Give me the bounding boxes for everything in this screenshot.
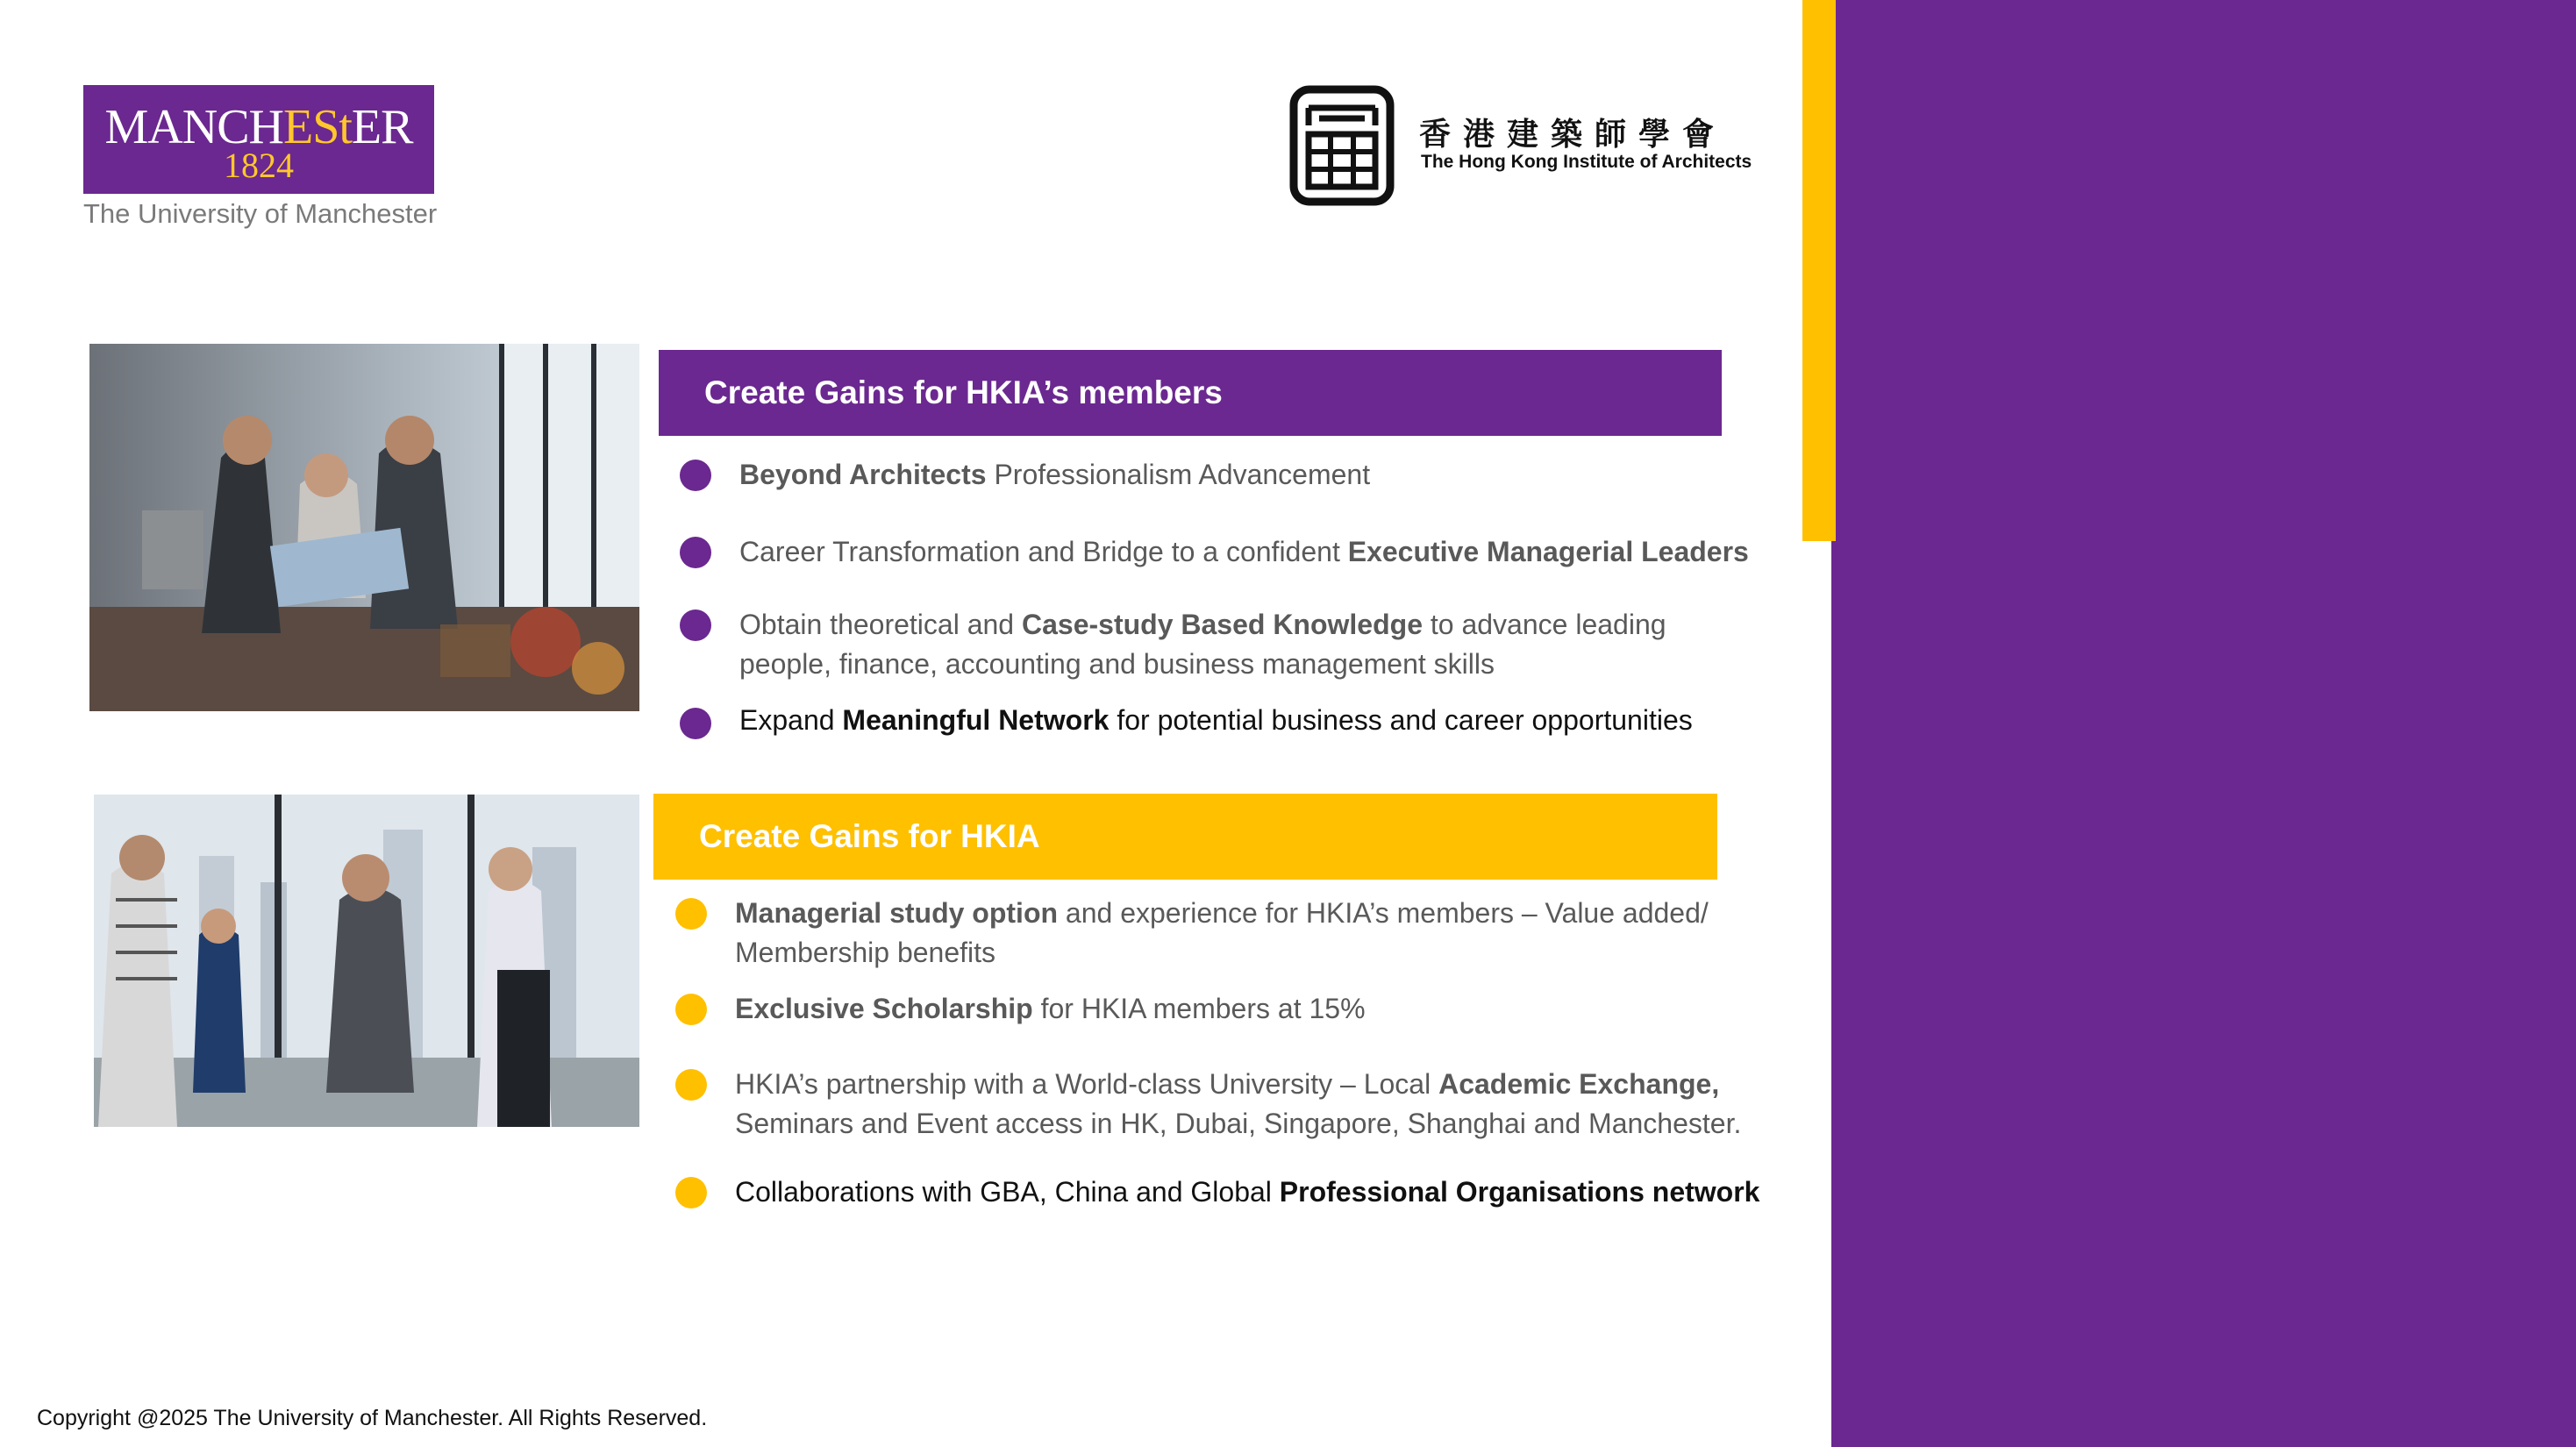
manchester-logo	[83, 85, 434, 194]
bullet-dot	[680, 460, 711, 491]
photo-handshake	[94, 795, 639, 1127]
bullet-text: Managerial study option and experience for HKIA’s members – Value added/ Membership benefits	[735, 897, 1709, 968]
bullet-dot	[675, 898, 707, 930]
header-members-text: Create Gains for HKIA’s members	[704, 374, 1223, 410]
bullet-text: Exclusive Scholarship for HKIA members at 15%	[735, 993, 1366, 1024]
bullet-text: Expand Meaningful Network for potential business and career opportunities	[739, 704, 1693, 736]
header-members	[659, 350, 1722, 436]
hkia-seal-icon	[1289, 85, 1395, 206]
manchester-year: 1824	[224, 146, 294, 185]
photo-office-meeting	[89, 344, 639, 711]
bullet-text: Collaborations with GBA, China and Global Professional Organisations network	[735, 1176, 1760, 1208]
bullet-text: Career Transformation and Bridge to a confident Executive Managerial Leaders	[739, 536, 1749, 567]
bullet-text: Obtain theoretical and Case-study Based Knowledge to advance leading people, finance, accounting and business management skills	[739, 609, 1666, 680]
bullet-text: HKIA’s partnership with a World-class University – Local Academic Exchange, Seminars and Event access in HK, Dubai, Singapore, Shanghai and Manchester.	[735, 1068, 1742, 1139]
header-hkia	[653, 794, 1717, 880]
hkia-english-name: The Hong Kong Institute of Architects	[1421, 152, 1752, 172]
bullet-dot	[675, 994, 707, 1025]
hkia-chinese-name: 香港建築師學會	[1419, 116, 1727, 153]
side-panel-purple	[1831, 0, 2576, 1447]
bullet-dot	[680, 537, 711, 568]
bullet-dot	[680, 708, 711, 739]
accent-bar-gold	[1802, 0, 1836, 541]
bullet-text: Beyond Architects Professionalism Advancement	[739, 459, 1371, 490]
manchester-caption: The University of Manchester	[83, 198, 438, 229]
bullet-dot	[675, 1177, 707, 1208]
header-hkia-text: Create Gains for HKIA	[699, 818, 1040, 854]
manchester-wordmark: MANCHEStER	[104, 100, 413, 154]
bullet-dot	[675, 1069, 707, 1101]
bullet-dot	[680, 609, 711, 641]
copyright-text: Copyright @2025 The University of Manchester. All Rights Reserved.	[37, 1406, 708, 1430]
